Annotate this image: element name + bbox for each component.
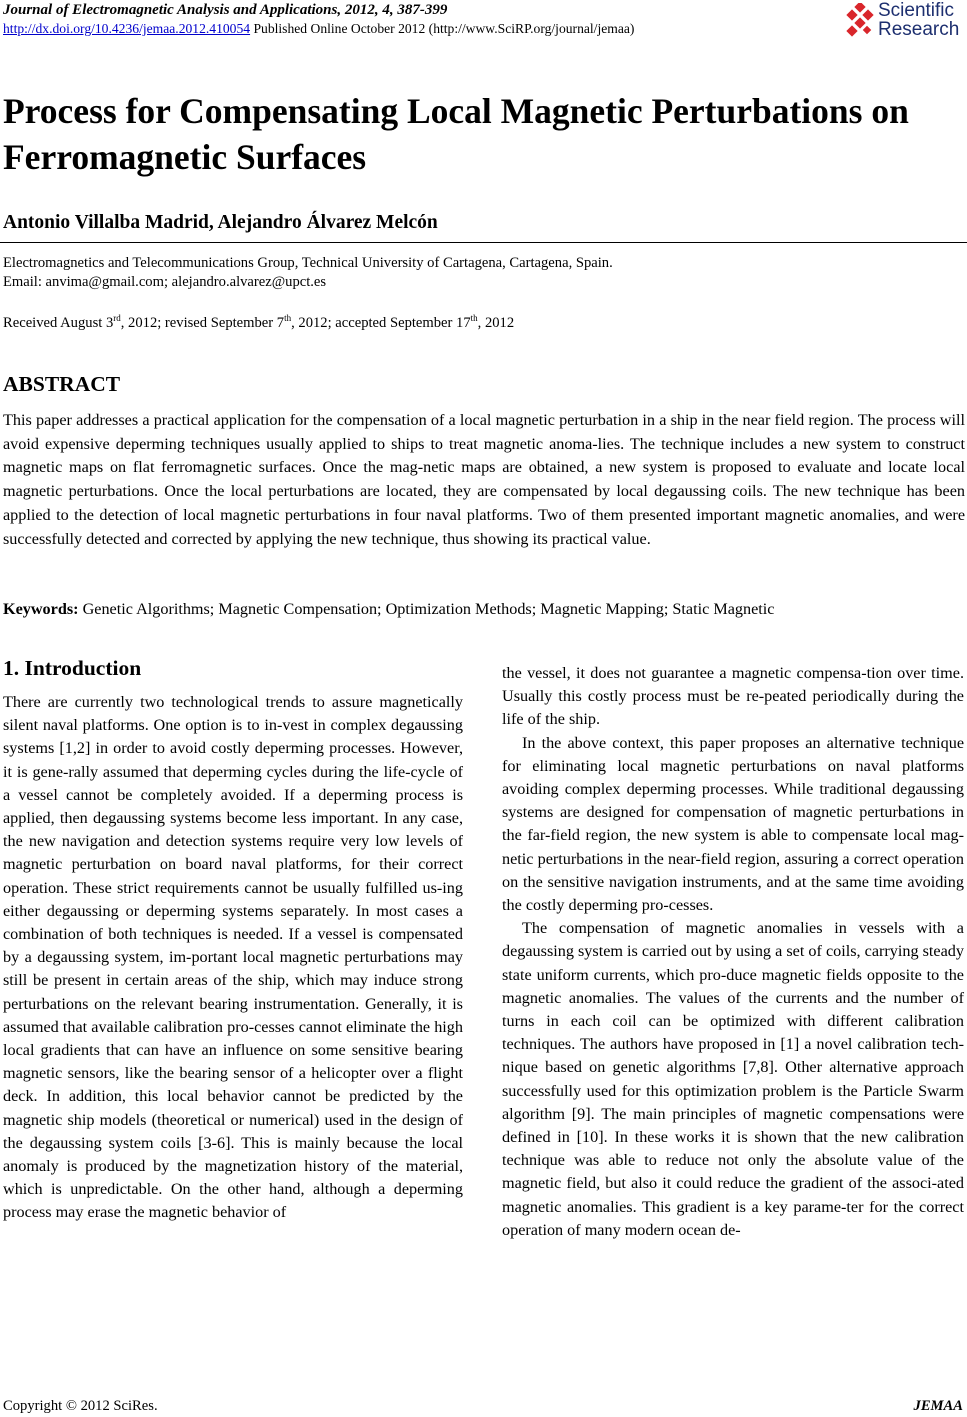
abstract-heading: ABSTRACT	[3, 372, 121, 396]
copyright-footer: Copyright © 2012 SciRes.	[3, 1398, 158, 1414]
intro-paragraph-continued: the vessel, it does not guarantee a magnetic compensa-tion over time. Usually this costly process must be re-peated periodically during the life of the ship.	[502, 664, 964, 729]
publication-info: Published Online October 2012 (http://www.SciRP.org/journal/jemaa)	[250, 21, 635, 36]
authors: Antonio Villalba Madrid, Alejandro Álvarez Melcón	[3, 212, 438, 233]
keywords-list: Genetic Algorithms; Magnetic Compensation; Optimization Methods; Magnetic Mapping; Static Magnetic	[78, 600, 775, 618]
intro-paragraph-3: The compensation of magnetic anomalies in vessels with a degaussing system is carried out by using a set of coils, carrying steady state uniform currents, which pro-duce magnetic fields opposite to the magnetic anomalies. The values of the currents and the number of turns in each coil can be optimized with different calibration techniques. The authors have proposed in [1] a novel calibration tech-nique based on genetic algorithms [7,8]. Other alternative approach successfully used for this optimization problem is the Particle Swarm algorithm [9]. The main principles of magnetic compensations were defined in [10]. In these works it is shown that the new calibration technique was able to reduce not only the absolute value of the magnetic field, but also it could reduce the gradient of the associ-ated magnetic anomalies. This gradient is a key parame-ter for the correct operation of many modern ocean de-	[502, 919, 964, 1239]
intro-paragraph-1: There are currently two technological trends to assure magnetically silent naval platforms. One option is to in-vest in complex degaussing systems [1,2] in order to avoid costly deperming processes. However, it is gene-rally assumed that deperming cycles during the life-cycle of a vessel cannot be completely avoided. If a deperming process is applied, then degaussing systems become less important. In any case, the new navigation and detection systems require very low levels of magnetic perturbation on board naval platforms, for their correct operation. These strict requirements cannot be usually fulfilled us-ing either degaussing or deperming systems separately. In most cases a combination of both techniques is needed. If a vessel is compensated by a degaussing system, im-portant local magnetic perturbations may still be present in certain areas of the ship, which may induce strong perturbations on the relevant bearing instrumentation. Generally, it is assumed that available calibration pro-cesses cannot eliminate the high local gradients that can have an influence on some sensitive bearing magnetic sensors, like the bearing sensor of a helicopter over a flight deck. In addition, this local behavior cannot be predicted by the magnetic ship models (theoretical or numerical) used in the design of the degaussing system coils [3-6]. This is mainly because the local anomaly is produced by the magnetization history of the material, which is unpredictable. On the other hand, although a deperming process may erase the magnetic behavior of	[3, 693, 463, 1222]
abstract-text: This paper addresses a practical application for the compensation of a local magnetic perturbation in a ship in the near field region. The process will avoid expensive deperming techniques usually applied to ships to treat magnetic anoma-lies. The technique includes a new system to construct magnetic maps on flat ferromagnetic surfaces. Once the mag-netic maps are obtained, a new system is proposed to evaluate and locate local magnetic perturbations. Once the local perturbations are located, they are compensated by local degaussing coils. The new technique has been applied to the detection of local magnetic perturbations in four naval platforms. Two of them presented important magnetic anomalies, and were successfully detected and corrected by applying the new technique, thus showing its practical value.	[3, 411, 965, 548]
logo-line-2: Research	[878, 19, 960, 40]
logo-line-1: Scientific	[878, 0, 955, 21]
journal-citation: Journal of Electromagnetic Analysis and Applications, 2012, 4, 387-399	[3, 2, 448, 18]
right-column	[502, 662, 964, 1242]
intro-paragraph-2: In the above context, this paper proposes an alternative technique for eliminating local magnetic perturbations on naval platforms avoiding complex deperming processes. While traditional degaussing systems are designed for compensation of magnetic perturbations in the far-field region, the new system is able to compensate local mag-netic perturbations in the near-field region, assuring a correct operation on the sensitive navigation instruments, and at the same time avoiding the costly deperming pro-cesses.	[502, 733, 964, 915]
doi-line	[3, 21, 634, 37]
keywords-label: Keywords:	[3, 600, 79, 618]
title-divider	[0, 242, 967, 243]
keywords	[3, 600, 965, 619]
left-column	[3, 691, 463, 1225]
paper-title: Process for Compensating Local Magnetic Perturbations on Ferromagnetic Surfaces	[3, 91, 909, 177]
section-heading-introduction: 1. Introduction	[3, 656, 142, 680]
scirp-logo-icon	[846, 3, 876, 39]
doi-link[interactable]: http://dx.doi.org/10.4236/jemaa.2012.410054	[3, 21, 251, 36]
logo-wordmark	[878, 1, 959, 39]
affiliation: Electromagnetics and Telecommunications Group, Technical University of Cartagena, Cartagena, Spain.	[3, 255, 613, 271]
received-dates: Received August 3rd, 2012; revised September 7th, 2012; accepted September 17th, 2012	[3, 313, 515, 331]
scientific-research-logo	[846, 1, 966, 41]
journal-abbreviation-footer: JEMAA	[913, 1398, 963, 1414]
email: Email: anvima@gmail.com; alejandro.alvarez@upct.es	[3, 274, 327, 290]
